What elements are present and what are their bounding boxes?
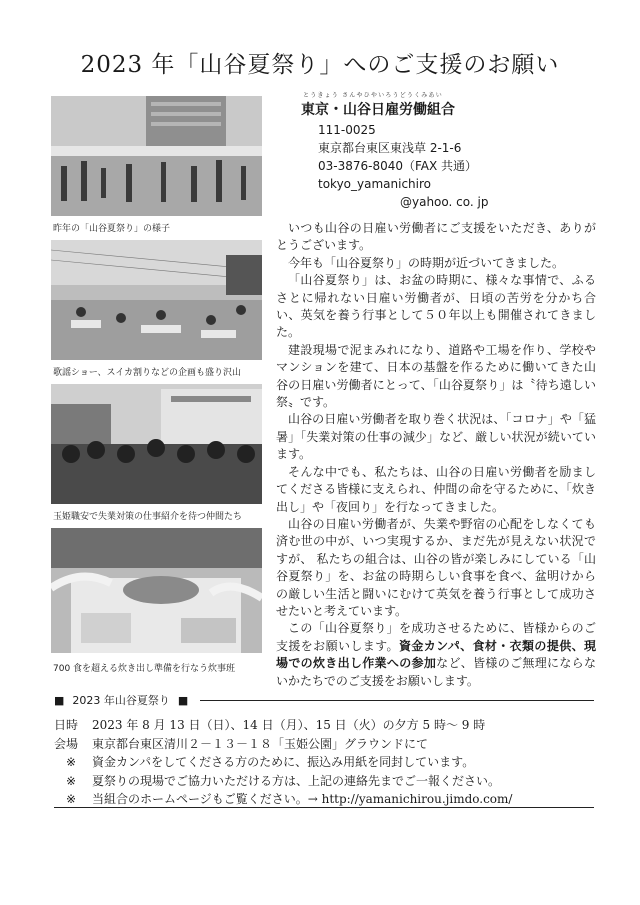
venue-label: 会場 [54,736,79,751]
square-bullet-icon: ■ [54,693,65,707]
phone-number: 03-3876-8040（FAX 共通） [318,159,478,173]
photo-caption: 歌謡ショー、スイカ割りなどの企画も盛り沢山 [53,368,242,378]
photo-caption: 昨年の「山谷夏祭り」の様子 [53,224,171,234]
venue-value: 東京都台東区清川２－１３－１８「玉姫公園」グラウンドにて [92,736,429,751]
paragraph: 今年も「山谷夏祭り」の時期が近づいてきました。 [288,255,565,270]
date-label: 日時 [54,718,79,732]
note-item: 当組合のホームページもご覧ください。→ http://yamanichirou.jimdo.com/ [92,792,513,806]
paragraph: 山谷の日雇い労働者が、失業や野宿の心配をしなくても済む世の中が、いつ実現するか、まだ先が見えない状況ですが、 私たちの組合は、山谷の皆が楽しみにしている「山谷夏祭り」を、お盆の時期らしい食事を食べ、盆明けからの厳しい生活と闘いにむけて英気を養う行事として成功させたいと考えています。 [276,516,596,618]
waiting-workers-photo [51,384,262,504]
email-user: tokyo_yamanichiro [318,177,431,191]
cooking-preparation-photo [51,528,262,653]
date-value: 2023 年 8 月 13 日（日）、14 日（月）、15 日（火）の夕方 5 時～ 9 時 [92,718,486,732]
festival-crowd-photo [51,96,262,216]
divider [54,807,594,808]
street-address: 東京都台東区東浅草 2-1-6 [318,141,462,155]
note-mark: ※ [66,773,77,788]
paragraph: 「山谷夏祭り」は、お盆の時期に、様々な事情で、ふるさとに帰れない日雇い労働者が、日頃の苦労を分かち合い、英気を養う行事として５０年以上も開催されてきました。 [276,273,596,340]
org-name-ruby: とうきょう さんやひやいろうどうくみあい [303,92,443,99]
paragraph [276,620,596,690]
paragraph: 山谷の日雇い労働者を取り巻く状況は、「コロナ」や「猛暑」「失業対策の仕事の減少」など、厳しい状況が続いています。 [276,412,596,462]
postal-code: 111-0025 [318,123,376,137]
note-item: 資金カンパをしてくださる方のために、振込み用紙を同封しています。 [92,755,475,769]
note-mark: ※ [66,792,77,806]
org-name: 東京・山谷日雇労働組合 [301,102,455,118]
paragraph: 建設現場で泥まみれになり、道路や工場を作り、学校やマンションを建て、日本の基盤を作るために働いてきた山谷の日雇い労働者にとって、「山谷夏祭り」は〝待ち遠しい祭〟です。 [276,342,596,410]
page-title: 2023 年「山谷夏祭り」へのご支援のお願い [80,52,560,78]
note-mark: ※ [66,755,77,769]
photo-caption: 700 食を超える炊き出し準備を行なう炊事班 [53,664,236,674]
photo-column [51,96,262,680]
support-items: 資金カンパ、食材・衣類の提供、現場での炊き出し作業への参加 [276,638,596,671]
photo-caption: 玉姫職安で失業対策の仕事紹介を待つ仲間たち [53,512,243,522]
divider [200,700,594,701]
event-info [54,716,594,809]
entertainment-event-photo [51,240,262,360]
paragraph: いつも山谷の日雇い労働者にご支援をいただき、ありがとうございます。 [276,221,596,253]
email-domain: @yahoo. co. jp [400,195,489,209]
support-request: この「山谷夏祭り」を成功させるために、皆様からのご支援をお願いします。 [276,621,596,653]
section-header [54,690,594,710]
organization-contact [301,90,488,211]
paragraph: そんな中でも、私たちは、山谷の日雇い労働者を励ましてくださる皆様に支えられ、仲間の命を守るために、「炊き出し」や「夜回り」を行なってきました。 [276,464,596,514]
appeal-letter [276,220,596,690]
note-item: 夏祭りの現場でご協力いただける方は、上記の連絡先までご一報ください。 [92,773,501,788]
square-bullet-icon: ■ [177,693,189,707]
support-closing: など、皆様のご無理にならないかたちでのご支援をお願いします。 [276,656,596,688]
section-title: 2023 年山谷夏祭り [72,694,170,707]
